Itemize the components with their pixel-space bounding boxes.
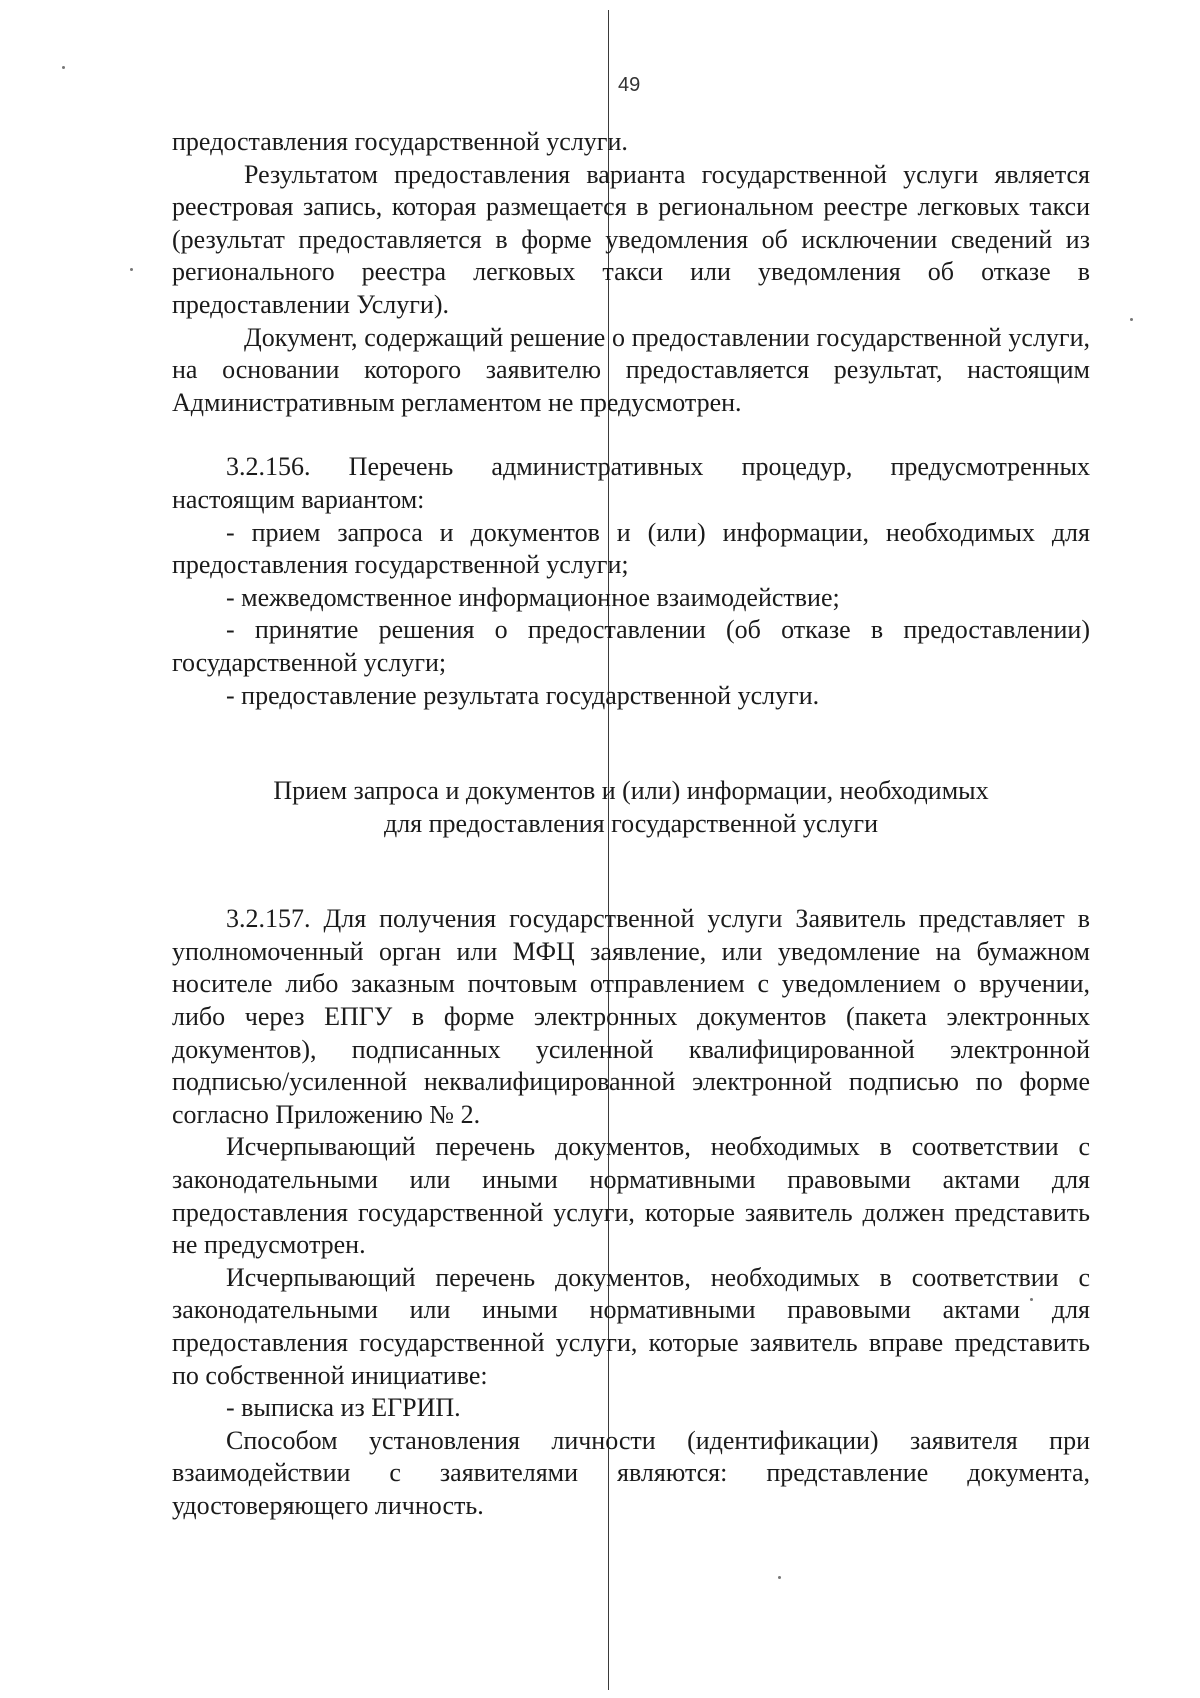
scan-speck	[778, 1576, 781, 1579]
section-heading-line: Прием запроса и документов и (или) информации, необходимых	[273, 776, 989, 806]
list-item: - предоставление результата государственной услуги.	[226, 680, 820, 710]
paragraph: Исчерпывающий перечень документов, необходимых в соответствии с законодательными или иными нормативными правовыми актами для предоставления государственной услуги, которые заявитель вправе представить по собственной инициативе:	[172, 1262, 1090, 1390]
section-3-2-157: 3.2.157. Для получения государственной услуги Заявитель представляет в уполномоченный орган или МФЦ заявление, или уведомление на бумажном носителе либо заказным почтовым отправлением с уведомлением о вручении, либо через ЕПГУ в форме электронных документов (пакета электронных документов), подписанных усиленной квалифицированной электронной подписью/усиленной неквалифицированной электронной подписью по форме согласно Приложению № 2.	[172, 904, 1090, 1129]
scan-speck	[62, 66, 65, 69]
list-item: - выписка из ЕГРИП.	[226, 1393, 461, 1423]
paragraph: предоставления государственной услуги.	[172, 127, 628, 156]
scan-speck	[130, 268, 133, 271]
scan-speck	[1130, 318, 1133, 321]
section-heading-line: для предоставления государственной услуги	[383, 808, 879, 838]
paragraph: Документ, содержащий решение о предоставлении государственной услуги, на основании которого заявителю предоставляется результат, настоящим Административным регламентом не предусмотрен.	[172, 322, 1090, 417]
paragraph: Способом установления личности (идентификации) заявителя при взаимодействии с заявителями являются: представление документа, удостоверяющего личность.	[172, 1425, 1090, 1520]
paragraph: Исчерпывающий перечень документов, необходимых в соответствии с законодательными или иными нормативными правовыми актами для предоставления государственной услуги, которые заявитель должен представить не предусмотрен.	[172, 1132, 1090, 1260]
section-3-2-156: 3.2.156. Перечень административных процедур, предусмотренных настоящим вариантом:	[172, 452, 1090, 514]
list-item: - межведомственное информационное взаимодействие;	[226, 582, 840, 612]
page-number: 49	[618, 74, 641, 96]
list-item: - прием запроса и документов и (или) информации, необходимых для предоставления государственной услуги;	[172, 517, 1090, 580]
document-body	[172, 126, 1090, 1523]
list-item: - принятие решения о предоставлении (об отказе в предоставлении) государственной услуги;	[172, 615, 1090, 677]
section-heading	[172, 775, 1090, 840]
paragraph: Результатом предоставления варианта государственной услуги является реестровая запись, которая размещается в региональном реестре легковых такси (результат предоставляется в форме уведомления об исключении сведений из регионального реестра легковых такси или уведомления об отказе в предоставлении Услуги).	[172, 159, 1090, 319]
